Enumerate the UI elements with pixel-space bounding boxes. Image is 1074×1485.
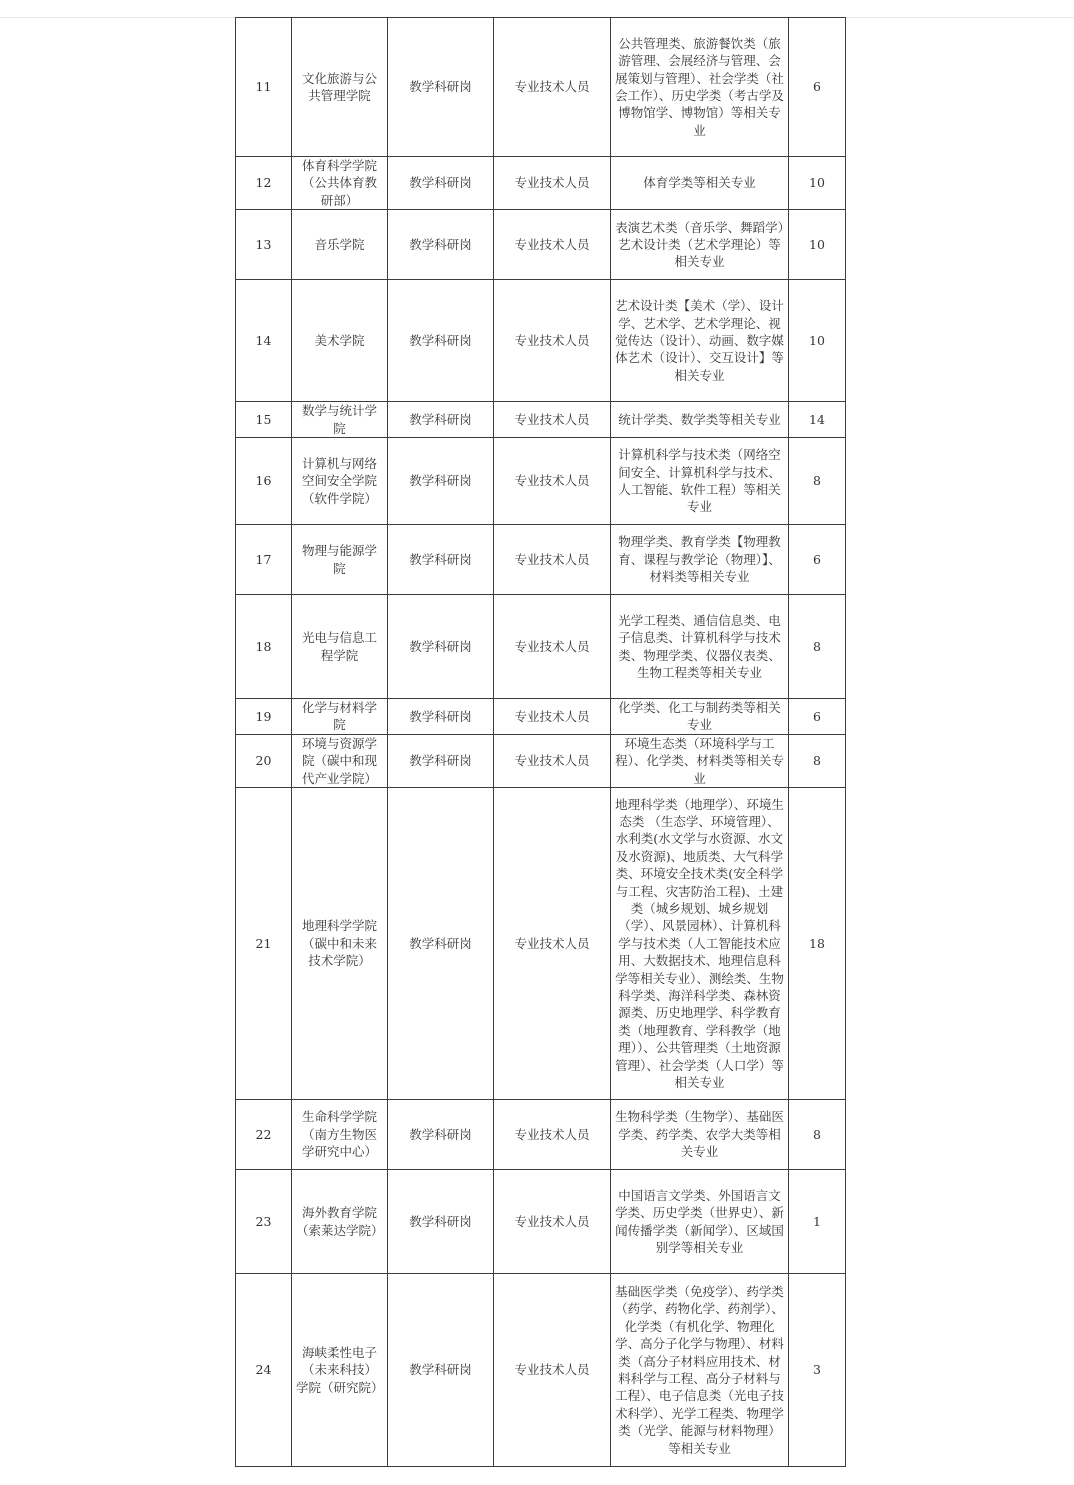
college-name: 计算机与网络空间安全学院（软件学院） bbox=[292, 438, 388, 525]
post-type: 教学科研岗 bbox=[388, 525, 494, 595]
recruit-count: 1 bbox=[789, 1170, 846, 1274]
table-row bbox=[236, 402, 846, 438]
recruit-count: 6 bbox=[789, 18, 846, 157]
recruitment-positions-table bbox=[235, 17, 846, 1467]
post-type: 教学科研岗 bbox=[388, 157, 494, 210]
required-majors: 艺术设计类【美术（学）、设计学、艺术学、艺术学理论、视觉传达（设计）、动画、数字媒体艺术（设计）、交互设计】等相关专业 bbox=[611, 280, 789, 402]
staff-category: 专业技术人员 bbox=[494, 1274, 611, 1467]
required-majors: 体育学类等相关专业 bbox=[611, 157, 789, 210]
college-name: 文化旅游与公共管理学院 bbox=[292, 18, 388, 157]
recruit-count: 3 bbox=[789, 1274, 846, 1467]
row-number: 24 bbox=[236, 1274, 292, 1467]
staff-category: 专业技术人员 bbox=[494, 1170, 611, 1274]
staff-category: 专业技术人员 bbox=[494, 699, 611, 735]
table-row bbox=[236, 595, 846, 699]
staff-category: 专业技术人员 bbox=[494, 280, 611, 402]
college-name: 生命科学学院（南方生物医学研究中心） bbox=[292, 1100, 388, 1170]
recruit-count: 8 bbox=[789, 734, 846, 787]
recruitment-table-page bbox=[235, 17, 846, 1467]
staff-category: 专业技术人员 bbox=[494, 210, 611, 280]
required-majors: 光学工程类、通信信息类、电子信息类、计算机科学与技术类、物理学类、仪器仪表类、生物工程类等相关专业 bbox=[611, 595, 789, 699]
table-row bbox=[236, 438, 846, 525]
table-row bbox=[236, 1170, 846, 1274]
required-majors: 生物科学类（生物学）、基础医学类、药学类、农学大类等相关专业 bbox=[611, 1100, 789, 1170]
staff-category: 专业技术人员 bbox=[494, 595, 611, 699]
staff-category: 专业技术人员 bbox=[494, 788, 611, 1100]
staff-category: 专业技术人员 bbox=[494, 438, 611, 525]
table-row bbox=[236, 280, 846, 402]
staff-category: 专业技术人员 bbox=[494, 734, 611, 787]
staff-category: 专业技术人员 bbox=[494, 18, 611, 157]
table-row bbox=[236, 210, 846, 280]
staff-category: 专业技术人员 bbox=[494, 402, 611, 438]
college-name: 地理科学学院（碳中和未来技术学院） bbox=[292, 788, 388, 1100]
college-name: 海外教育学院（索莱达学院） bbox=[292, 1170, 388, 1274]
college-name: 光电与信息工程学院 bbox=[292, 595, 388, 699]
row-number: 14 bbox=[236, 280, 292, 402]
required-majors: 统计学类、数学类等相关专业 bbox=[611, 402, 789, 438]
college-name: 化学与材料学院 bbox=[292, 699, 388, 735]
table-row bbox=[236, 734, 846, 787]
row-number: 21 bbox=[236, 788, 292, 1100]
required-majors: 公共管理类、旅游餐饮类（旅游管理、会展经济与管理、会展策划与管理）、社会学类（社会工作）、历史学类（考古学及博物馆学、博物馆）等相关专业 bbox=[611, 18, 789, 157]
post-type: 教学科研岗 bbox=[388, 438, 494, 525]
required-majors: 物理学类、教育学类【物理教育、课程与教学论（物理）】、材料类等相关专业 bbox=[611, 525, 789, 595]
table-row bbox=[236, 1100, 846, 1170]
row-number: 17 bbox=[236, 525, 292, 595]
recruit-count: 8 bbox=[789, 438, 846, 525]
recruit-count: 10 bbox=[789, 157, 846, 210]
table-row bbox=[236, 157, 846, 210]
required-majors: 地理科学类（地理学）、环境生态类 （生态学、环境管理）、水利类(水文学与水资源、水文及水资源)、地质类、大气科学类、环境安全技术类(安全科学与工程、灾害防治工程)、土建类（城乡规划、城乡规划（学）、风景园林）、计算机科学与技术类（人工智能技术应用、大数据技术、地理信息科学等相关专业）、测绘类、生物科学类、海洋科学类、森林资源类、历史地理学、科学教育类（地理教育、学科教学（地理））、公共管理类（土地资源管理）、社会学类（人口学）等相关专业 bbox=[611, 788, 789, 1100]
table-row bbox=[236, 699, 846, 735]
college-name: 海峡柔性电子（未来科技）学院（研究院） bbox=[292, 1274, 388, 1467]
table-row bbox=[236, 18, 846, 157]
post-type: 教学科研岗 bbox=[388, 18, 494, 157]
post-type: 教学科研岗 bbox=[388, 1170, 494, 1274]
post-type: 教学科研岗 bbox=[388, 280, 494, 402]
required-majors: 中国语言文学类、外国语言文学类、历史学类（世界史）、新闻传播学类（新闻学）、区域国别学等相关专业 bbox=[611, 1170, 789, 1274]
staff-category: 专业技术人员 bbox=[494, 525, 611, 595]
table-row bbox=[236, 1274, 846, 1467]
row-number: 18 bbox=[236, 595, 292, 699]
row-number: 11 bbox=[236, 18, 292, 157]
required-majors: 计算机科学与技术类（网络空间安全、计算机科学与技术、人工智能、软件工程）等相关专业 bbox=[611, 438, 789, 525]
college-name: 数学与统计学院 bbox=[292, 402, 388, 438]
recruit-count: 6 bbox=[789, 525, 846, 595]
post-type: 教学科研岗 bbox=[388, 1100, 494, 1170]
required-majors: 化学类、化工与制药类等相关专业 bbox=[611, 699, 789, 735]
staff-category: 专业技术人员 bbox=[494, 1100, 611, 1170]
college-name: 环境与资源学院（碳中和现代产业学院） bbox=[292, 734, 388, 787]
post-type: 教学科研岗 bbox=[388, 1274, 494, 1467]
college-name: 物理与能源学院 bbox=[292, 525, 388, 595]
recruit-count: 8 bbox=[789, 1100, 846, 1170]
row-number: 13 bbox=[236, 210, 292, 280]
required-majors: 基础医学类（免疫学）、药学类（药学、药物化学、药剂学）、化学类（有机化学、物理化学、高分子化学与物理）、材料类（高分子材料应用技术、材料科学与工程、高分子材料与工程）、电子信息类（光电子技术科学）、光学工程类、物理学类（光学、能源与材料物理）等相关专业 bbox=[611, 1274, 789, 1467]
row-number: 16 bbox=[236, 438, 292, 525]
table-row bbox=[236, 788, 846, 1100]
row-number: 12 bbox=[236, 157, 292, 210]
row-number: 23 bbox=[236, 1170, 292, 1274]
post-type: 教学科研岗 bbox=[388, 734, 494, 787]
recruit-count: 14 bbox=[789, 402, 846, 438]
recruit-count: 18 bbox=[789, 788, 846, 1100]
recruit-count: 8 bbox=[789, 595, 846, 699]
required-majors: 环境生态类（环境科学与工程）、化学类、材料类等相关专业 bbox=[611, 734, 789, 787]
post-type: 教学科研岗 bbox=[388, 699, 494, 735]
row-number: 19 bbox=[236, 699, 292, 735]
post-type: 教学科研岗 bbox=[388, 788, 494, 1100]
recruit-count: 10 bbox=[789, 210, 846, 280]
post-type: 教学科研岗 bbox=[388, 595, 494, 699]
required-majors: 表演艺术类（音乐学、舞蹈学）艺术设计类（艺术学理论）等相关专业 bbox=[611, 210, 789, 280]
college-name: 美术学院 bbox=[292, 280, 388, 402]
recruit-count: 10 bbox=[789, 280, 846, 402]
post-type: 教学科研岗 bbox=[388, 402, 494, 438]
table-row bbox=[236, 525, 846, 595]
recruit-count: 6 bbox=[789, 699, 846, 735]
college-name: 体育科学学院（公共体育教研部） bbox=[292, 157, 388, 210]
row-number: 22 bbox=[236, 1100, 292, 1170]
post-type: 教学科研岗 bbox=[388, 210, 494, 280]
college-name: 音乐学院 bbox=[292, 210, 388, 280]
row-number: 20 bbox=[236, 734, 292, 787]
staff-category: 专业技术人员 bbox=[494, 157, 611, 210]
row-number: 15 bbox=[236, 402, 292, 438]
